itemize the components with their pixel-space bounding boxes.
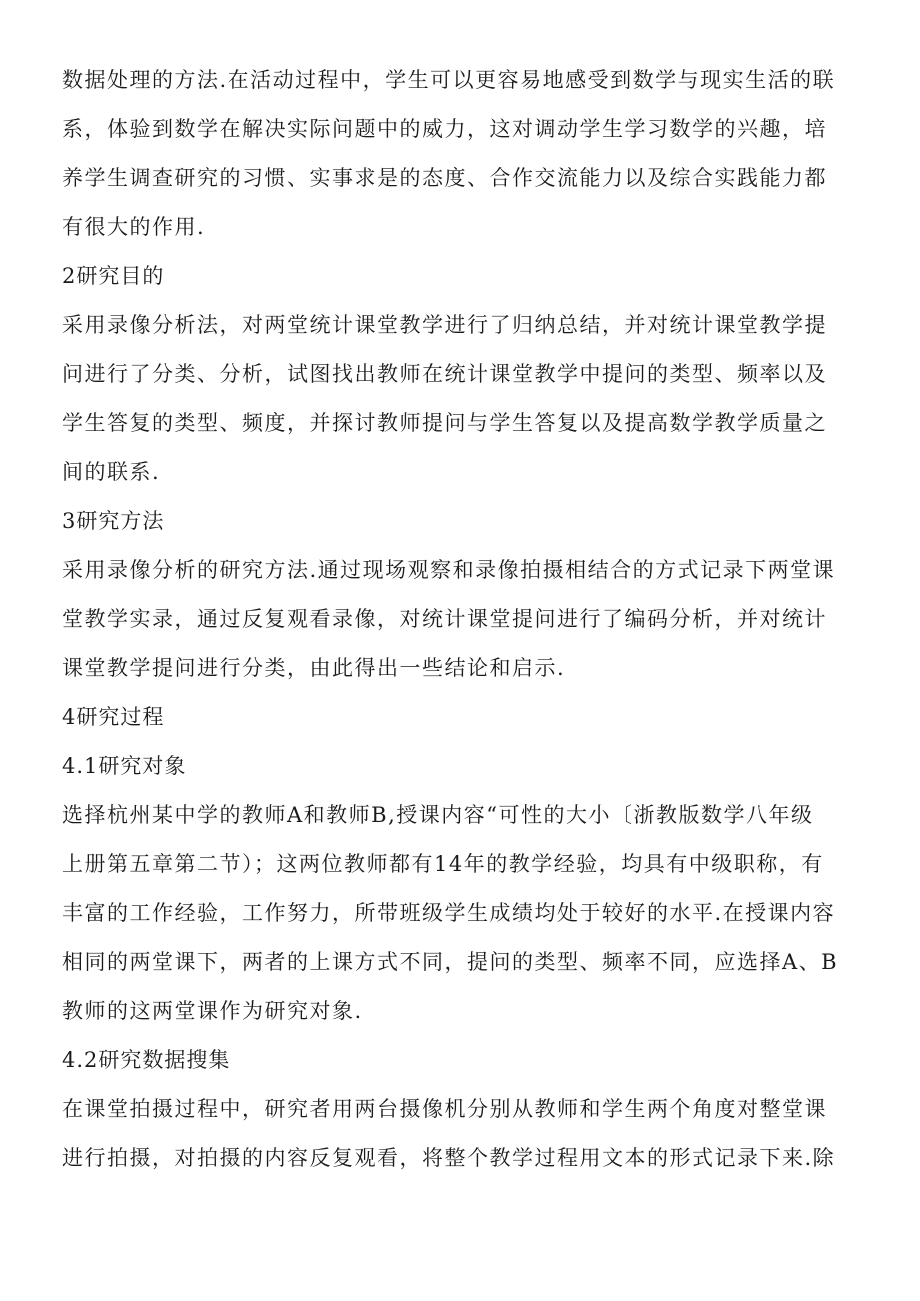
text-line: 课堂教学提问进行分类，由此得出一些结论和启示. (62, 656, 566, 680)
subsection-heading: 4.2研究数据搜集 (62, 1048, 231, 1072)
subsection-heading: 4.1研究对象 (62, 754, 187, 778)
section-heading: 2研究目的 (62, 264, 165, 288)
section-heading: 4研究过程 (62, 705, 165, 729)
text-line: 丰富的工作经验，工作努力，所带班级学生成绩均处于较好的水平.在授课内容 (62, 901, 836, 925)
text-line: 相同的两堂课下，两者的上课方式不同，提问的类型、频率不同，应选择A、B (62, 950, 839, 974)
text-line: 教师的这两堂课作为研究对象. (62, 999, 363, 1023)
text-line: 采用录像分析的研究方法.通过现场观察和录像拍摄相结合的方式记录下两堂课 (62, 558, 836, 582)
text-line: 上册第五章第二节）；这两位教师都有14年的教学经验，均具有中级职称，有 (62, 852, 824, 876)
text-line: 选择杭州某中学的教师A和教师B,授课内容“可性的大小〔浙教版数学八年级 (62, 803, 814, 827)
text-line: 有很大的作用. (62, 215, 206, 239)
text-line: 采用录像分析法，对两堂统计课堂教学进行了归纳总结，并对统计课堂教学提 (62, 313, 827, 337)
section-heading: 3研究方法 (62, 509, 165, 533)
text-line: 学生答复的类型、频度，并探讨教师提问与学生答复以及提高数学教学质量之 (62, 411, 827, 435)
text-line: 问进行了分类、分析，试图找出教师在统计课堂教学中提问的类型、频率以及 (62, 362, 827, 386)
text-line: 间的联系. (62, 460, 161, 484)
text-line: 数据处理的方法.在活动过程中，学生可以更容易地感受到数学与现实生活的联 (62, 68, 836, 92)
text-line: 堂教学实录，通过反复观看录像，对统计课堂提问进行了编码分析，并对统计 (62, 607, 827, 631)
text-line: 在课堂拍摄过程中，研究者用两台摄像机分别从教师和学生两个角度对整堂课 (62, 1097, 827, 1121)
text-line: 养学生调查研究的习惯、实事求是的态度、合作交流能力以及综合实践能力都 (62, 166, 827, 190)
text-line: 系，体验到数学在解决实际问题中的威力，这对调动学生学习数学的兴趣，培 (62, 117, 827, 141)
text-line: 进行拍摄，对拍摄的内容反复观看，将整个教学过程用文本的形式记录下来.除 (62, 1146, 836, 1170)
